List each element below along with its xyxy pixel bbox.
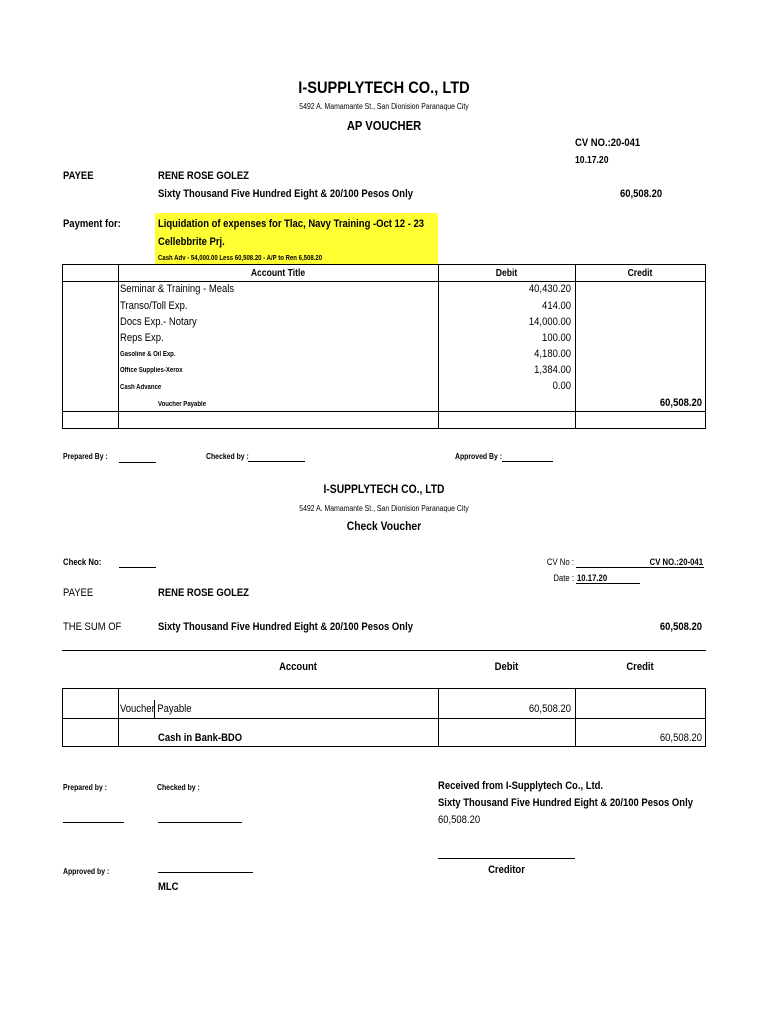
- date-underline: [576, 583, 640, 584]
- checked-by-line[interactable]: [248, 461, 305, 462]
- ap-row-debit: 1,384.00: [534, 364, 571, 376]
- ap-row-account: Office Supplies-Xerox: [120, 367, 183, 374]
- check-no-label: Check No:: [63, 557, 102, 567]
- checked-by-label: Checked by :: [206, 452, 249, 461]
- ap-row-account: Transo/Toll Exp.: [120, 300, 188, 312]
- ap-row-debit: 40,430.20: [528, 283, 571, 295]
- date-label: Date :: [553, 573, 574, 583]
- payment-for-line2: Cellebbrite Prj.: [158, 236, 225, 248]
- check-prepared-by-label: Prepared by :: [63, 783, 107, 792]
- cv-number: CV NO.:20-041: [575, 137, 641, 149]
- payee-name: RENE ROSE GOLEZ: [158, 170, 249, 182]
- cv-no-underline: [576, 567, 704, 568]
- check-row-account: Voucher Payable: [120, 703, 192, 715]
- check-row-credit: 60,508.20: [659, 732, 702, 744]
- check-checked-by-line[interactable]: [158, 822, 242, 823]
- check-row-debit: 60,508.20: [528, 703, 571, 715]
- sum-amount: 60,508.20: [659, 621, 702, 633]
- ap-row-debit: 414.00: [542, 300, 571, 312]
- ap-row-credit: 60,508.20: [659, 397, 702, 409]
- approver-name: MLC: [158, 881, 179, 893]
- check-checked-by-label: Checked by :: [157, 783, 200, 792]
- col-credit: Credit: [627, 268, 653, 279]
- received-amount: 60,508.20: [438, 814, 481, 826]
- creditor-signature-line[interactable]: [438, 858, 575, 859]
- check-col-credit: Credit: [626, 661, 654, 673]
- cv-no-label: CV No :: [546, 557, 574, 567]
- voucher-date: 10.17.20: [575, 155, 609, 166]
- ap-row-debit: 14,000.00: [528, 316, 571, 328]
- prepared-by-line[interactable]: [119, 462, 156, 463]
- ap-row-account: Cash Advance: [120, 384, 162, 391]
- ap-row-debit: 0.00: [552, 380, 571, 392]
- voucher-title: AP VOUCHER: [346, 118, 422, 133]
- check-cv-number: CV NO.:20-041: [649, 557, 703, 567]
- payee-label: PAYEE: [63, 170, 94, 182]
- sum-label: THE SUM OF: [63, 621, 122, 633]
- received-words: Sixty Thousand Five Hundred Eight & 20/100 Pesos Only: [438, 797, 693, 809]
- ap-row-debit: 100.00: [542, 332, 571, 344]
- ap-row-account: Seminar & Training - Meals: [120, 283, 235, 295]
- check-col-account: Account: [279, 661, 317, 673]
- ap-row-account: Gasoline & Oil Exp.: [120, 351, 176, 358]
- check-payee-name: RENE ROSE GOLEZ: [158, 587, 249, 599]
- company-title: I-SUPPLYTECH CO., LTD: [298, 78, 470, 97]
- payment-note: Cash Adv - 54,000.00 Less 60,508.20 - A/P to Ren 6,508.20: [158, 255, 323, 262]
- header-rule: [62, 650, 706, 651]
- creditor-label: Creditor: [488, 864, 525, 876]
- check-company-title: I-SUPPLYTECH CO., LTD: [323, 482, 445, 496]
- sum-in-words: Sixty Thousand Five Hundred Eight & 20/100 Pesos Only: [158, 621, 413, 633]
- check-prepared-by-line[interactable]: [63, 822, 124, 823]
- check-col-debit: Debit: [494, 661, 519, 673]
- payment-for-line1: Liquidation of expenses for Tlac, Navy Training -Oct 12 - 23: [158, 218, 424, 230]
- ap-row-account: Docs Exp.- Notary: [120, 316, 197, 328]
- ap-row-account: Voucher Payable: [158, 401, 207, 408]
- check-company-address: 5492 A. Mamamante St., San Dionision Paranaque City: [299, 504, 469, 513]
- approved-by-label: Approved By :: [455, 452, 503, 461]
- check-payee-label: PAYEE: [63, 587, 94, 599]
- received-from: Received from I-Supplytech Co., Ltd.: [438, 780, 604, 792]
- check-approved-by-line[interactable]: [158, 872, 253, 873]
- ap-row-account: Reps Exp.: [120, 332, 164, 344]
- check-voucher-title: Check Voucher: [346, 519, 422, 533]
- check-date: 10.17.20: [577, 573, 608, 583]
- payment-for-label: Payment for:: [63, 218, 121, 230]
- amount-total: 60,508.20: [620, 188, 663, 200]
- ap-row-debit: 4,180.00: [534, 348, 571, 360]
- check-row-account: Cash in Bank-BDO: [158, 732, 243, 744]
- check-no-field[interactable]: [119, 567, 156, 568]
- col-debit: Debit: [495, 268, 518, 279]
- col-account-title: Account Title: [250, 268, 306, 279]
- company-address: 5492 A. Mamamante St., San Dionision Paranaque City: [299, 102, 469, 111]
- check-approved-by-label: Approved by :: [63, 867, 110, 876]
- prepared-by-label: Prepared By :: [63, 452, 108, 461]
- amount-in-words: Sixty Thousand Five Hundred Eight & 20/100 Pesos Only: [158, 188, 413, 200]
- approved-by-line[interactable]: [502, 461, 553, 462]
